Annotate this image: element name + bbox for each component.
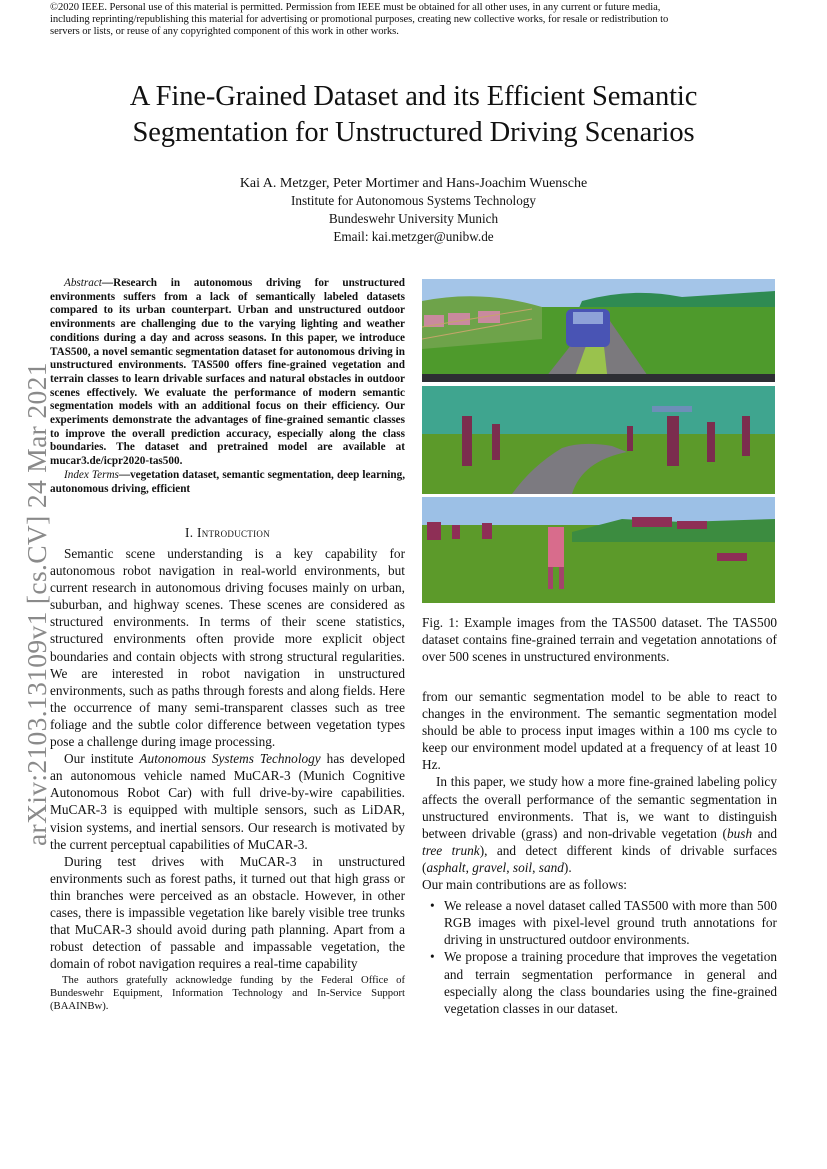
class-name: gravel [472, 859, 507, 875]
bullet-icon: • [430, 949, 435, 965]
institute-name: Autonomous Systems Technology [139, 751, 321, 767]
abstract [50, 277, 405, 496]
copyright-line: ©2020 IEEE. Personal use of this material is permitted. Permission from IEEE must be obtained for all other uses, in any current or future media, [50, 2, 661, 13]
math-unit: ms [709, 723, 730, 739]
right-paragraph-2 [422, 773, 777, 876]
arxiv-stamp: arXiv:2103.13109v1 [cs.CV] 24 Mar 2021 [21, 362, 52, 846]
text-span: Our institute [64, 751, 140, 767]
class-name: sand [538, 859, 564, 875]
list-item [422, 897, 777, 948]
footnote-text: The authors gratefully acknowledge funding by the Federal Office of Bundeswehr Equipment, Information Technology and In-Service Support (BAAINBw). [50, 974, 405, 1012]
intro-paragraph-1: Semantic scene understanding is a key capability for autonomous robot navigation in real-world environments, but current research in autonomous driving focuses mainly on urban, suburban, and highway scenes. These scenes are considered as structured environments. In terms of their scene statistics, structured environments often provide more explicit object boundaries and contain objects with strong structural regularities. We are interested in robot navigation in unstructured environments, such as paths through forests and along fields. Here the occurrence of many semi-transparent classes such as tree foliage and the subtle color difference between vegetation types pose a challenge during image processing. [50, 546, 405, 750]
author-list: Kai A. Metzger, Peter Mortimer and Hans-Joachim Wuensche [239, 176, 588, 191]
intro-left-column [50, 545, 405, 972]
affiliation-university: Bundeswehr University Munich [328, 211, 499, 226]
intro-paragraph-3: During test drives with MuCAR-3 in unstructured environments such as forest paths, it turned out that high grass or thin branches were perceived as an obstacle. However, in other cases, there is impassible vegetation like barely visible tree trunks that MuCAR-3 should avoid during path planning. Apart from a robust detection of passable and impassable vegetation, the domain of robot navigation requires a real-time capability [50, 853, 405, 972]
text-span: . [437, 757, 441, 773]
contributions-intro: Our main contributions are as follows: [422, 877, 627, 893]
intro-paragraph-2 [50, 750, 405, 853]
text-span: , [465, 859, 473, 875]
figure-image-3 [422, 497, 775, 603]
bullet-icon: • [430, 898, 435, 914]
intro-right-column [422, 688, 777, 1017]
text-span: from our semantic segmentation model to be able to react to changes in the environment. The semantic segmentation model should be able to process input images within a [422, 689, 777, 739]
math-value: 100 [689, 723, 710, 739]
paper-title-line-1: A Fine-Grained Dataset and its Efficient Semantic [129, 81, 698, 112]
math-value: 10 [763, 740, 777, 756]
text-span: We release a novel dataset called TAS500 with more than [444, 898, 758, 914]
footnote [50, 974, 405, 1013]
index-terms-text: —vegetation dataset, semantic segmentation, deep learning, autonomous driving, efficient [50, 468, 405, 495]
text-span: ). [563, 859, 572, 875]
affiliation-email: Email: kai.metzger@unibw.de [333, 229, 494, 244]
right-paragraph-1 [422, 688, 777, 773]
class-name: soil [512, 859, 533, 875]
figure-image-2 [422, 386, 775, 494]
section-title: Introduction [196, 525, 270, 540]
text-span: , [506, 859, 513, 875]
figure-image-1 [422, 279, 775, 382]
text-span: In this paper, we study how a more fine-grained labeling policy affects the overall performance of the semantic segmentation in unstructured environments. That is, we want to distinguish between drivable (grass) and non-drivable vegetation ( [422, 774, 777, 841]
section-heading [50, 525, 405, 541]
figure-caption: Fig. 1: Example images from the TAS500 dataset. The TAS500 dataset contains fine-grained terrain and vegetation annotations of over 500 scenes in unstructured environments. [422, 615, 777, 665]
text-span: ), and detect different kinds of drivable surfaces ( [422, 842, 777, 875]
abstract-text: —Research in autonomous driving for unstructured environments suffers from a lack of semantically labeled datasets compared to its urban counterpart. Urban and unstructured outdoor environments are challenging due to the varying lighting and weather conditions during a day and across seasons. In this paper, we introduce TAS500, a novel semantic segmentation dataset for autonomous driving in unstructured environments. TAS500 offers fine-grained vegetation and terrain classes to learn drivable surfaces and natural obstacles in outdoor scenes effectively. We evaluate the performance of modern semantic segmentation models with an additional focus on their efficiency. Our experiments demonstrate the advantages of fine-grained semantic classes to improve the overall prediction accuracy, especially along the class boundaries. The dataset and pretrained model are available at mucar3.de/icpr2020-tas500. [50, 277, 405, 468]
class-name: bush [727, 825, 753, 841]
math-value: 500 [757, 898, 777, 914]
abstract-label: Abstract [64, 277, 102, 289]
text-span: cycle to keep our environment model updated at a frequency of at least [422, 723, 777, 756]
contributions-list [422, 897, 777, 1017]
text-span: RGB images with pixel-level ground truth annotations for driving in unstructured outdoor environments. [444, 915, 777, 948]
copyright-line: including reprinting/republishing this material for advertising or promotional purposes, creating new collective works, for resale or redistribution to [50, 14, 669, 26]
affiliation-institute: Institute for Autonomous Systems Technology [291, 193, 536, 208]
text-span: and [752, 825, 777, 841]
list-item [422, 948, 777, 1016]
text-span: , [532, 859, 539, 875]
text-span: has developed an autonomous vehicle named MuCAR-3 (Munich Cognitive Autonomous Robot Car) with full drive-by-wire capabilities. MuCAR-3 is equipped with multiple sensors, such as LiDAR, vision systems, and inertial sensors. Our research is motivated by the current perceptual capabilities of MuCAR-3. [50, 751, 405, 852]
copyright-notice [50, 2, 774, 39]
math-unit: Hz [422, 757, 438, 773]
copyright-line: servers or lists, or reuse of any copyrighted component of this work in other works. [50, 26, 399, 38]
index-terms-label: Index Terms [64, 468, 119, 481]
section-number: I. [184, 525, 194, 540]
class-name: tree trunk [422, 842, 480, 858]
paper-title-line-2: Segmentation for Unstructured Driving Scenarios [132, 117, 695, 148]
class-name: asphalt [426, 859, 466, 875]
text-span: We propose a training procedure that improves the vegetation and terrain segmentation performance in general and especially along the class boundaries using the fine-grained vegetation classes in our dataset. [444, 949, 777, 1016]
